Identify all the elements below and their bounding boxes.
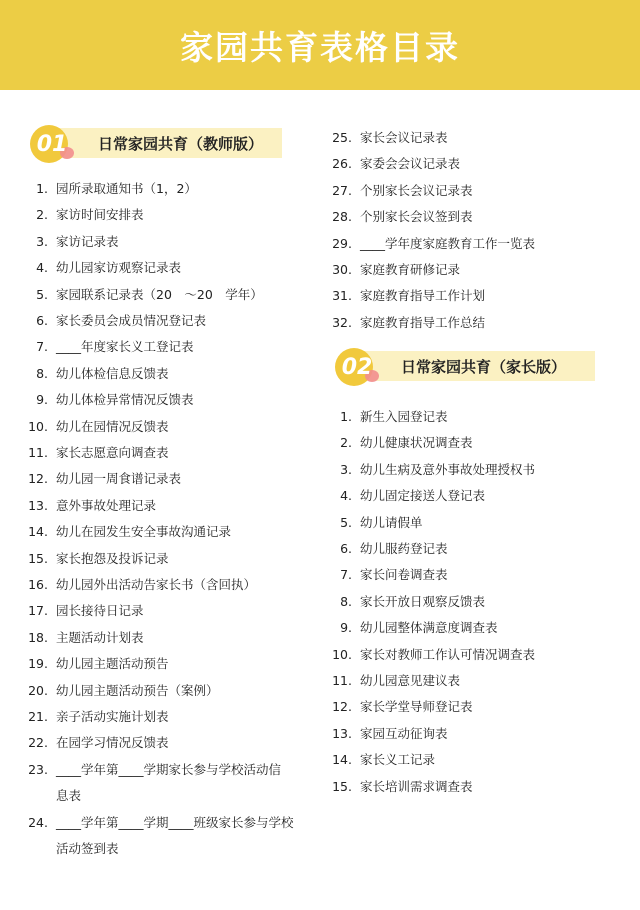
section-01-heading bbox=[28, 125, 288, 165]
section-02-heading bbox=[333, 348, 603, 388]
page-header bbox=[0, 0, 640, 90]
list-item bbox=[326, 642, 535, 669]
list-item bbox=[326, 615, 498, 642]
list-item-number: 19. bbox=[28, 656, 48, 672]
list-item bbox=[326, 589, 485, 616]
list-item bbox=[22, 334, 194, 361]
list-item bbox=[326, 404, 448, 431]
list-item bbox=[326, 747, 435, 774]
list-item-text: 幼儿健康状况调查表 bbox=[360, 435, 473, 451]
list-item-text: ____学年度家庭教育工作一览表 bbox=[360, 235, 536, 251]
list-item-number: 10. bbox=[28, 418, 48, 434]
page-title: 家园共育表格目录 bbox=[180, 27, 460, 67]
list-item-number: 9. bbox=[36, 392, 48, 408]
list-item-number: 6. bbox=[36, 313, 48, 328]
list-item-text: 幼儿在园情况反馈表 bbox=[56, 418, 169, 434]
list-item bbox=[326, 483, 485, 510]
list-item-number: 14. bbox=[332, 752, 352, 768]
list-item bbox=[326, 668, 460, 695]
list-item-text: 幼儿园主题活动预告 bbox=[56, 656, 169, 672]
list-item-text: 幼儿体检信息反馈表 bbox=[56, 365, 169, 381]
list-item-number: 14. bbox=[28, 524, 48, 540]
list-item-text: 家长志愿意向调查表 bbox=[56, 445, 169, 460]
list-item-number: 2. bbox=[340, 435, 352, 451]
section-02-band bbox=[355, 351, 595, 381]
list-item-text: 家长会议记录表 bbox=[360, 130, 448, 145]
list-item-number: 10. bbox=[332, 646, 352, 662]
section-01-title: 日常家园共育（教师版） bbox=[98, 134, 264, 153]
list-item-text: 家长开放日观察反馈表 bbox=[360, 593, 486, 609]
list-item-text: ____学年第____学期____班级家长参与学校 bbox=[56, 814, 294, 830]
list-item-number: 15. bbox=[332, 778, 352, 794]
list-item-number: 1. bbox=[340, 409, 352, 424]
list-item-number: 24. bbox=[28, 814, 48, 830]
list-item bbox=[22, 414, 169, 441]
list-item bbox=[22, 598, 144, 625]
list-item bbox=[326, 774, 473, 801]
list-item-text: 幼儿园整体满意度调查表 bbox=[360, 620, 498, 636]
list-item-number: 16. bbox=[28, 577, 48, 592]
list-item-number: 4. bbox=[36, 260, 48, 276]
list-item-text: 家访时间安排表 bbox=[56, 207, 144, 223]
list-item-text: 幼儿生病及意外事故处理授权书 bbox=[360, 461, 536, 477]
list-item-text: 幼儿固定接送人登记表 bbox=[360, 488, 486, 504]
list-item bbox=[22, 440, 169, 467]
list-item-number: 21. bbox=[28, 709, 48, 724]
list-item bbox=[22, 519, 231, 546]
list-item-number: 17. bbox=[28, 603, 48, 619]
list-item bbox=[22, 282, 263, 309]
list-item-text: 幼儿园外出活动告家长书（含回执） bbox=[56, 577, 257, 592]
list-item bbox=[22, 757, 281, 810]
list-item-text: 家园联系记录表（20 ～20 学年） bbox=[56, 286, 263, 302]
list-item-number: 3. bbox=[36, 233, 48, 249]
list-item-number: 5. bbox=[340, 514, 352, 530]
list-item-text: 幼儿园意见建议表 bbox=[360, 673, 461, 688]
list-item bbox=[326, 510, 423, 537]
list-item-text: 幼儿服药登记表 bbox=[360, 541, 448, 556]
list-item-text: 家长问卷调查表 bbox=[360, 567, 448, 583]
list-item-number: 3. bbox=[340, 461, 352, 477]
list-item-number: 29. bbox=[332, 235, 352, 251]
list-item-number: 25. bbox=[332, 130, 352, 145]
list-item-text: 家庭教育指导工作计划 bbox=[360, 288, 486, 304]
list-item-text: 家庭教育指导工作总结 bbox=[360, 314, 486, 330]
list-item-text: 家长对教师工作认可情况调查表 bbox=[360, 646, 536, 662]
section-02-badge-number: 02 bbox=[341, 354, 373, 380]
list-item-text: ____学年第____学期家长参与学校活动信 bbox=[56, 761, 282, 777]
list-item-text-continued: 息表 bbox=[56, 788, 82, 804]
list-item-text-continued: 活动签到表 bbox=[56, 841, 119, 857]
list-item-number: 26. bbox=[332, 156, 352, 172]
list-item-number: 2. bbox=[36, 207, 48, 223]
list-item-text: 亲子活动实施计划表 bbox=[56, 709, 169, 724]
list-item bbox=[22, 730, 169, 757]
list-item-text: 家园互动征询表 bbox=[360, 725, 448, 741]
list-item-text: 家委会会议记录表 bbox=[360, 156, 461, 172]
list-item bbox=[326, 178, 473, 205]
list-item-number: 13. bbox=[332, 725, 352, 741]
list-item-number: 1. bbox=[36, 181, 48, 196]
list-item-number: 22. bbox=[28, 735, 48, 751]
list-item bbox=[22, 625, 144, 652]
list-item-number: 5. bbox=[36, 286, 48, 302]
list-item bbox=[326, 457, 535, 484]
list-item-text: 个别家长会议记录表 bbox=[360, 182, 473, 198]
list-item bbox=[326, 562, 448, 589]
list-item-text: 幼儿园一周食谱记录表 bbox=[56, 471, 182, 487]
list-item-number: 8. bbox=[340, 593, 352, 609]
list-item bbox=[22, 229, 119, 256]
list-item-text: 家长学堂导师登记表 bbox=[360, 699, 473, 715]
list-item bbox=[326, 204, 473, 231]
list-item bbox=[326, 283, 485, 310]
list-item-number: 13. bbox=[28, 497, 48, 513]
list-item-number: 15. bbox=[28, 550, 48, 566]
list-item bbox=[22, 176, 197, 203]
list-item-number: 6. bbox=[340, 541, 352, 556]
list-item-number: 20. bbox=[28, 682, 48, 698]
list-item-number: 8. bbox=[36, 365, 48, 381]
list-item bbox=[22, 361, 169, 388]
list-item bbox=[22, 546, 169, 573]
list-item-text: 主题活动计划表 bbox=[56, 629, 144, 645]
list-item-number: 11. bbox=[28, 445, 48, 460]
list-item bbox=[22, 308, 206, 335]
list-item-text: 家长培训需求调查表 bbox=[360, 778, 473, 794]
list-item-number: 27. bbox=[332, 182, 352, 198]
list-item bbox=[326, 231, 535, 258]
list-item bbox=[22, 572, 256, 599]
list-item-text: 新生入园登记表 bbox=[360, 409, 448, 424]
list-item bbox=[22, 255, 181, 282]
list-item bbox=[326, 721, 448, 748]
section-01-badge-number: 01 bbox=[36, 131, 68, 157]
list-item-number: 31. bbox=[332, 288, 352, 304]
list-item-text: 家长委员会成员情况登记表 bbox=[56, 313, 207, 328]
list-item-text: 家长抱怨及投诉记录 bbox=[56, 550, 169, 566]
list-item-text: 幼儿请假单 bbox=[360, 514, 423, 530]
list-item-number: 4. bbox=[340, 488, 352, 504]
list-item-number: 28. bbox=[332, 209, 352, 225]
list-item-number: 7. bbox=[340, 567, 352, 583]
list-item-text: 家访记录表 bbox=[56, 233, 119, 249]
list-item-text: 家庭教育研修记录 bbox=[360, 262, 461, 277]
list-item-text: 个别家长会议签到表 bbox=[360, 209, 473, 225]
list-item-number: 30. bbox=[332, 262, 352, 277]
list-item bbox=[22, 651, 169, 678]
list-item bbox=[326, 430, 473, 457]
list-item bbox=[22, 810, 294, 863]
section-01-band bbox=[50, 128, 282, 158]
list-item-number: 12. bbox=[332, 699, 352, 715]
list-item-text: 幼儿园主题活动预告（案例） bbox=[56, 682, 219, 698]
list-item bbox=[326, 310, 485, 337]
list-item-text: 幼儿在园发生安全事故沟通记录 bbox=[56, 524, 232, 540]
list-item bbox=[22, 704, 169, 731]
list-item-number: 23. bbox=[28, 761, 48, 777]
list-item-number: 11. bbox=[332, 673, 352, 688]
list-item bbox=[326, 125, 448, 152]
list-item bbox=[326, 151, 460, 178]
list-item-text: 园长接待日记录 bbox=[56, 603, 144, 619]
list-item bbox=[22, 466, 181, 493]
list-item bbox=[22, 387, 194, 414]
list-item bbox=[22, 678, 219, 705]
list-item-text: ____年度家长义工登记表 bbox=[56, 339, 194, 355]
list-item-number: 9. bbox=[340, 620, 352, 636]
list-item bbox=[22, 493, 156, 520]
list-item-text: 家长义工记录 bbox=[360, 752, 436, 768]
list-item-number: 18. bbox=[28, 629, 48, 645]
list-item-text: 意外事故处理记录 bbox=[56, 497, 157, 513]
list-item bbox=[22, 202, 144, 229]
list-item-number: 32. bbox=[332, 314, 352, 330]
list-item-number: 12. bbox=[28, 471, 48, 487]
list-item-text: 幼儿体检异常情况反馈表 bbox=[56, 392, 194, 408]
list-item-text: 在园学习情况反馈表 bbox=[56, 735, 169, 751]
list-item-text: 幼儿园家访观察记录表 bbox=[56, 260, 182, 276]
list-item-text: 园所录取通知书（1，2） bbox=[56, 181, 197, 196]
list-item bbox=[326, 536, 448, 563]
list-item bbox=[326, 694, 473, 721]
section-02-title: 日常家园共育（家长版） bbox=[401, 357, 567, 376]
list-item bbox=[326, 257, 460, 284]
list-item-number: 7. bbox=[36, 339, 48, 355]
